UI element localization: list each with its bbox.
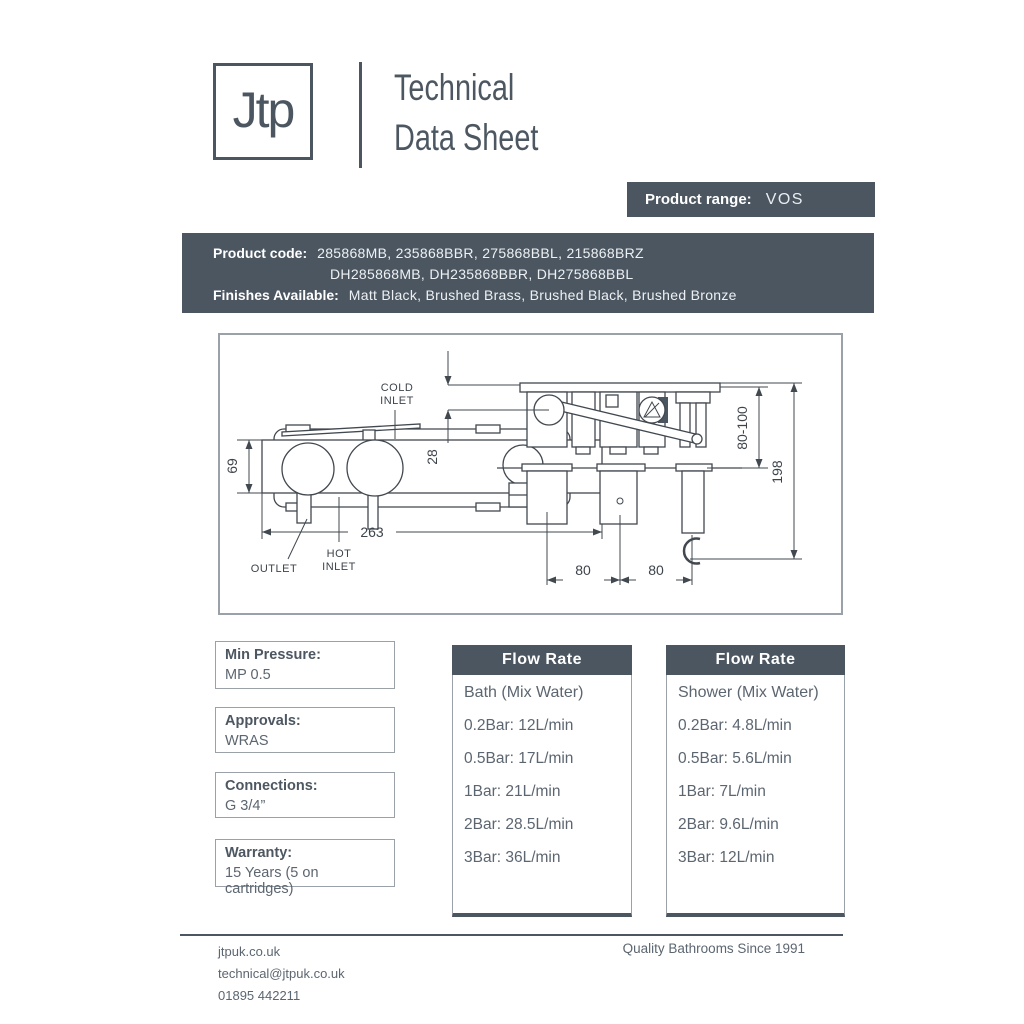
spec-title: Approvals: [225, 713, 301, 729]
product-code-line1 [213, 242, 874, 263]
dim-28-label: 28 [424, 449, 440, 465]
header-divider [359, 62, 362, 168]
flow-rate-row: 0.5Bar: 5.6L/min [678, 750, 792, 767]
spec-title: Connections: [225, 778, 318, 794]
footer-phone: 01895 442211 [218, 988, 301, 1003]
flow-rate-subtitle: Bath (Mix Water) [464, 684, 584, 701]
spec-box-approvals [215, 707, 395, 753]
outlet-label: OUTLET [250, 563, 298, 575]
page-title-line2: Data Sheet [394, 117, 539, 158]
footer-email: technical@jtpuk.co.uk [218, 966, 345, 981]
spec-title: Min Pressure: [225, 647, 321, 663]
product-code-bar [182, 233, 874, 313]
footer-website: jtpuk.co.uk [218, 944, 281, 959]
spec-value: WRAS [225, 733, 269, 749]
dim-198-label: 198 [769, 460, 785, 484]
product-range-value: VOS [765, 190, 804, 208]
product-range-bar [627, 182, 875, 217]
flow-rate-row: 1Bar: 21L/min [464, 783, 561, 800]
spec-value: G 3/4” [225, 798, 266, 814]
finishes-label: Finishes Available: [213, 286, 339, 303]
footer-divider [180, 934, 843, 936]
flow-rate-body [452, 675, 632, 917]
flow-rate-row: 0.2Bar: 12L/min [464, 717, 574, 734]
dim-263-label: 263 [360, 524, 384, 540]
technical-drawing-panel [218, 333, 843, 615]
dim-80-100-label: 80-100 [734, 406, 750, 450]
spec-title: Warranty: [225, 845, 293, 861]
product-code-values1: 285868MB, 235868BBR, 275868BBL, 215868BRZ [317, 244, 644, 261]
footer-contact [218, 941, 345, 1007]
flow-rate-header: Flow Rate [452, 645, 632, 675]
dim-80-right-label: 80 [648, 562, 664, 578]
flow-rate-header: Flow Rate [666, 645, 845, 675]
flow-rate-row: 3Bar: 36L/min [464, 849, 561, 866]
spec-box-connections [215, 772, 395, 818]
flow-rate-table-bath [452, 645, 632, 917]
product-code-line2 [213, 263, 874, 284]
page-title [394, 63, 538, 163]
spec-box-warranty [215, 839, 395, 897]
page-title-line1: Technical [394, 67, 515, 108]
flow-rate-row: 2Bar: 28.5L/min [464, 816, 574, 833]
product-code-label: Product code: [213, 244, 308, 261]
finishes-values: Matt Black, Brushed Brass, Brushed Black, Brushed Bronze [348, 286, 737, 303]
dim-80-left-label: 80 [575, 562, 591, 578]
finishes-line [213, 284, 874, 305]
dim-69-label: 69 [224, 458, 240, 474]
spec-box-min-pressure [215, 641, 395, 689]
spec-value: MP 0.5 [225, 667, 271, 683]
hot-inlet-label-1: HOT [326, 548, 352, 560]
flow-rate-row: 0.2Bar: 4.8L/min [678, 717, 792, 734]
jtp-logo [213, 63, 313, 160]
footer-tagline: Quality Bathrooms Since 1991 [622, 941, 805, 956]
cold-inlet-label-2: INLET [380, 395, 414, 407]
hot-inlet-label-2: INLET [322, 561, 356, 573]
flow-rate-row: 1Bar: 7L/min [678, 783, 766, 800]
flow-rate-row: 2Bar: 9.6L/min [678, 816, 779, 833]
flow-rate-table-shower [666, 645, 845, 917]
technical-drawing [220, 335, 841, 613]
flow-rate-row: 0.5Bar: 17L/min [464, 750, 574, 767]
cold-inlet-label-1: COLD [380, 382, 414, 394]
spec-value: 15 Years (5 on cartridges) [225, 865, 319, 897]
flow-rate-row: 3Bar: 12L/min [678, 849, 775, 866]
jtp-logo-text: Jtp [232, 81, 294, 138]
flow-rate-body [666, 675, 845, 917]
flow-rate-subtitle: Shower (Mix Water) [678, 684, 819, 701]
product-code-values2: DH285868MB, DH235868BBR, DH275868BBL [330, 265, 634, 282]
product-range-label: Product range: [645, 191, 752, 208]
